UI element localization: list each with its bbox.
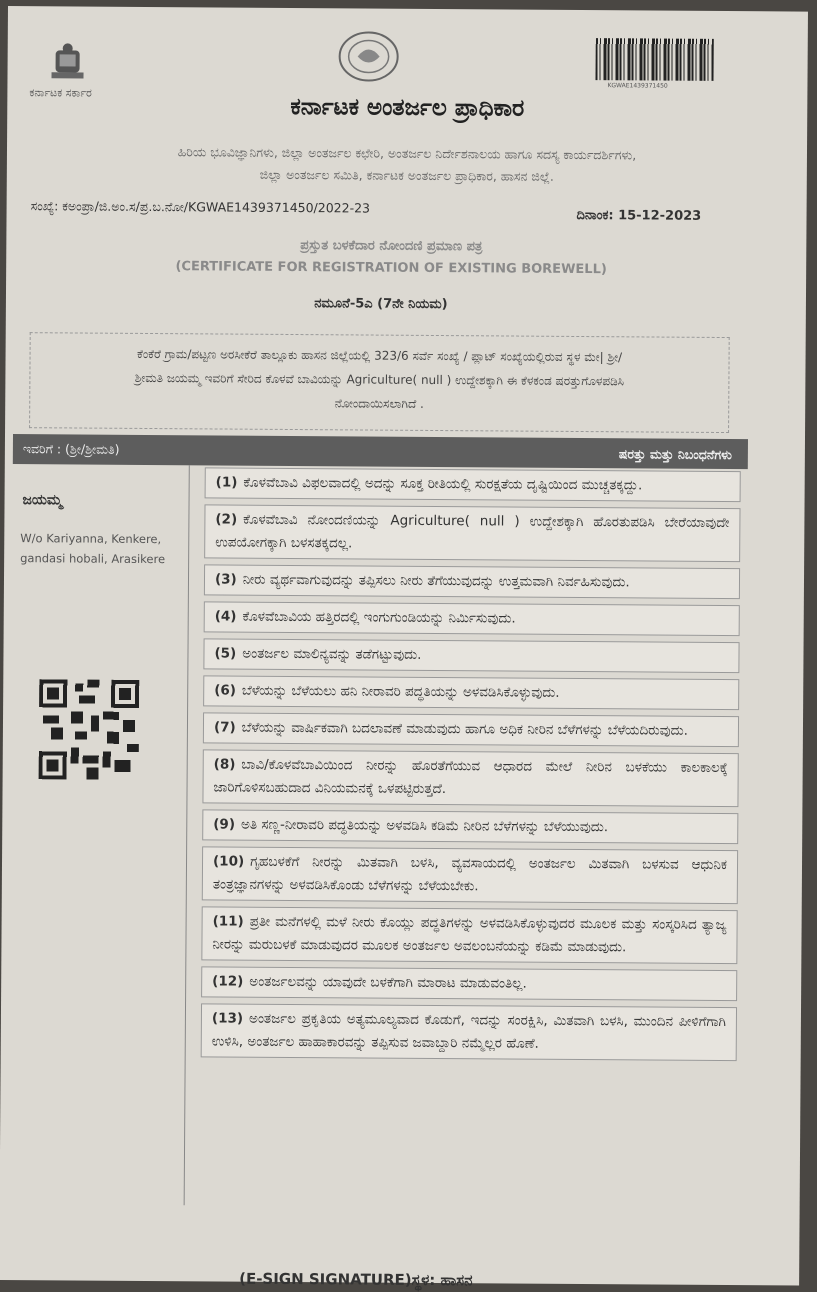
reference-number: ಸಂಖ್ಯೆ: ಕಅಂಪ್ರಾ/ಜಿ.ಅಂ.ಸ/ಪ್ರ.ಬ.ನೋ/KGWAE1439371450/2022-23 <box>30 198 371 216</box>
condition-text: ಪ್ರತೀ ಮನೆಗಳಲ್ಲಿ ಮಳೆ ನೀರು ಕೊಯ್ಲು ಪದ್ಧತಿಗಳನ್ನು ಅಳವಡಿಸಿಕೊಳ್ಳುವುದರ ಮೂಲಕ ಮತ್ತು ಸಂಸ್ಕರಿಸಿದ ತ್ಯಾಜ್ಯ ನೀರನ್ನು ಮರುಬಳಕೆ ಮಾಡುವುದರ ಮೂಲಕ ಅಂತರ್ಜಲ ಅವಲಂಬನೆಯನ್ನು ಕಡಿಮೆ ಮಾಡುವುದು. <box>212 913 727 956</box>
condition-item <box>201 966 737 1001</box>
condition-number: (11) <box>212 913 244 930</box>
barcode-number: KGWAE1439371450 <box>607 82 668 90</box>
condition-item <box>204 601 740 636</box>
intro-line-3: ನೋಂದಾಯಿಸಲಾಗಿದೆ . <box>334 396 424 411</box>
holder-label: ಇವರಿಗೆ : (ಶ್ರೀ/ಶ್ರೀಮತಿ) <box>22 441 120 457</box>
condition-number: (3) <box>214 571 237 588</box>
signature-place: (E-SIGN SIGNATURE)ಸ್ಥಳ: ಹಾಸನ <box>239 1269 473 1290</box>
condition-text: ಕೊಳವೆಬಾವಿ ವಿಫಲವಾದಲ್ಲಿ ಅದನ್ನು ಸೂಕ್ತ ರೀತಿಯಲ್ಲಿ ಸುರಕ್ಷತೆಯ ದೃಷ್ಟಿಯಿಂದ ಮುಚ್ಚತಕ್ಕದ್ದು. <box>243 474 643 494</box>
state-emblem-icon <box>47 40 87 86</box>
subtitle-line-2: ಜಿಲ್ಲಾ ಅಂತರ್ಜಲ ಸಮಿತಿ, ಕರ್ನಾಟಕ ಅಂತರ್ಜಲ ಪ್ರಾಧಿಕಾರ, ಹಾಸನ ಜಿಲ್ಲೆ. <box>259 166 554 184</box>
condition-number: (2) <box>215 511 238 528</box>
condition-item <box>201 906 737 964</box>
condition-number: (8) <box>213 756 236 773</box>
holder-address: W/o Kariyanna, Kenkere, gandasi hobali, Arasikere <box>20 531 166 567</box>
condition-number: (13) <box>211 1010 244 1027</box>
condition-number: (12) <box>212 973 244 990</box>
authority-seal-icon <box>337 30 399 82</box>
form-number: ನಮೂನೆ-5ಎ (7ನೇ ನಿಯಮ) <box>314 296 448 313</box>
subtitle-line-1: ಹಿರಿಯ ಭೂವಿಜ್ಞಾನಿಗಳು, ಜಿಲ್ಲಾ ಅಂತರ್ಜಲ ಕಛೇರಿ, ಅಂತರ್ಜಲ ನಿರ್ದೇಶನಾಲಯ ಹಾಗೂ ಸದಸ್ಯ ಕಾರ್ಯದರ್ಶಿಗಳು, <box>177 144 637 163</box>
condition-item <box>201 1003 737 1061</box>
condition-item <box>203 638 739 673</box>
holder-name: ಜಯಮ್ಮ <box>22 492 63 509</box>
condition-number: (6) <box>214 682 237 699</box>
condition-item <box>202 809 738 844</box>
condition-number: (7) <box>213 719 236 736</box>
condition-number: (10) <box>212 853 245 870</box>
condition-item <box>203 675 739 710</box>
condition-text: ಬೆಳೆಯನ್ನು ಬೆಳೆಯಲು ಹನಿ ನೀರಾವರಿ ಪದ್ಧತಿಯನ್ನು ಅಳವಡಿಸಿಕೊಳ್ಳುವುದು. <box>241 682 560 701</box>
condition-text: ಅತಿ ಸಣ್ಣ-ನೀರಾವರಿ ಪದ್ಧತಿಯನ್ನು ಅಳವಡಿಸಿ ಕಡಿಮೆ ನೀರಿನ ಬೆಳೆಗಳನ್ನು ಬೆಳೆಯುವುದು. <box>240 816 609 836</box>
holder-column <box>8 464 190 1205</box>
condition-text: ನೀರು ವ್ಯರ್ಥವಾಗುವುದನ್ನು ತಪ್ಪಿಸಲು ನೀರು ತೆಗೆಯುವುದನ್ನು ಉತ್ತಮವಾಗಿ ನಿರ್ವಹಿಸುವುದು. <box>242 571 630 591</box>
qr-code-icon <box>39 679 140 780</box>
condition-text: ಅಂತರ್ಜಲವನ್ನು ಯಾವುದೇ ಬಳಕೆಗಾಗಿ ಮಾರಾಟ ಮಾಡುವಂತಿಲ್ಲ. <box>249 973 527 992</box>
condition-item <box>205 467 741 502</box>
emblem-caption: ಕರ್ನಾಟಕ ಸರ್ಕಾರ <box>29 86 92 100</box>
condition-number: (9) <box>213 816 236 833</box>
condition-item <box>204 564 740 599</box>
intro-line-2: ಶ್ರೀಮತಿ ಜಯಮ್ಮ ಇವರಿಗೆ ಸೇರಿದ ಕೊಳವೆ ಬಾವಿಯನ್ನು Agriculture( null ) ಉದ್ದೇಶಕ್ಕಾಗಿ ಈ ಕೆಳಕಂಡ ಷರತ್ತುಗೊಳಪಡಿಸಿ <box>134 370 625 389</box>
authority-title: ಕರ್ನಾಟಕ ಅಂತರ್ಜಲ ಪ್ರಾಧಿಕಾರ <box>290 93 525 122</box>
condition-text: ಕೊಳವೆಬಾವಿಯ ಹತ್ತಿರದಲ್ಲಿ ಇಂಗುಗುಂಡಿಯನ್ನು ನಿರ್ಮಿಸುವುದು. <box>242 608 516 627</box>
condition-text: ಅಂತರ್ಜಲ ಮಾಲಿನ್ಯವನ್ನು ತಡೆಗಟ್ಟುವುದು. <box>242 645 422 663</box>
certificate-title-english: (CERTIFICATE FOR REGISTRATION OF EXISTING BOREWELL) <box>175 259 607 278</box>
condition-text: ಕೊಳವೆಬಾವಿ ನೋಂದಣಿಯನ್ನು Agriculture( null ) ಉದ್ದೇಶಕ್ಕಾಗಿ ಹೊರತುಪಡಿಸಿ ಬೇರೆಯಾವುದೇ ಉಪಯೋಗಕ್ಕಾಗಿ ಬಳಸತಕ್ಕದಲ್ಲ. <box>215 511 730 552</box>
condition-number: (1) <box>215 474 238 491</box>
condition-number: (5) <box>214 645 237 662</box>
condition-item <box>203 712 739 747</box>
condition-number: (4) <box>214 608 237 625</box>
condition-text: ಬಾವಿ/ಕೊಳವೆಬಾವಿಯಿಂದ ನೀರನ್ನು ಹೊರತೆಗೆಯುವ ಆಧಾರದ ಮೇಲೆ ನೀರಿನ ಬಳಕೆಯು ಕಾಲಕಾಲಕ್ಕೆ ಜಾರಿಗೊಳಿಸಬಹುದಾದ ವಿನಿಯಮನಕ್ಕೆ ಒಳಪಟ್ಟಿರುತ್ತದೆ. <box>213 756 728 798</box>
conditions-list <box>201 467 741 1067</box>
registration-statement <box>29 332 730 433</box>
certificate-page <box>0 6 808 1290</box>
condition-text: ಅಂತರ್ಜಲ ಪ್ರಕೃತಿಯ ಅತ್ಯಮೂಲ್ಯವಾದ ಕೊಡುಗೆ, ಇದನ್ನು ಸಂರಕ್ಷಿಸಿ, ಮಿತವಾಗಿ ಬಳಸಿ, ಮುಂದಿನ ಪೀಳಿಗೆಗಾಗಿ ಉಳಿಸಿ, ಅಂತರ್ಜಲ ಹಾಹಾಕಾರವನ್ನು ತಪ್ಪಿಸುವ ಜವಾಬ್ದಾರಿ ನಮ್ಮೆಲ್ಲರ ಹೊಣೆ. <box>211 1010 726 1052</box>
condition-item <box>202 846 738 904</box>
intro-line-1: ಕೆಂಕೆರೆ ಗ್ರಾಮ/ಪಟ್ಟಣ ಅರಸೀಕೆರೆ ತಾಲ್ಲೂಕು ಹಾಸನ ಜಿಲ್ಲೆಯಲ್ಲಿ 323/6 ಸರ್ವೆ ಸಂಖ್ಯೆ / ಪ್ಲಾಟ್ ಸಂಖ್ಯೆಯಲ್ಲಿರುವ ಸ್ಥಳ ಮೇ| ಶ್ರೀ/ <box>136 346 623 365</box>
condition-item <box>202 749 738 807</box>
conditions-header: ಷರತ್ತು ಮತ್ತು ನಿಬಂಧನೆಗಳು <box>618 446 732 463</box>
barcode <box>595 38 713 81</box>
condition-text: ಬೆಳೆಯನ್ನು ವಾರ್ಷಿಕವಾಗಿ ಬದಲಾವಣೆ ಮಾಡುವುದು ಹಾಗೂ ಅಧಿಕ ನೀರಿನ ಬೆಳೆಗಳನ್ನು ಬೆಳೆಯದಿರುವುದು. <box>241 719 689 739</box>
certificate-title-kannada: ಪ್ರಸ್ತುತ ಬಳಕೆದಾರ ನೋಂದಣಿ ಪ್ರಮಾಣ ಪತ್ರ <box>300 238 483 255</box>
condition-item <box>204 504 740 562</box>
issue-date: ದಿನಾಂಕ: 15-12-2023 <box>576 207 702 224</box>
condition-text: ಗೃಹಬಳಕೆಗೆ ನೀರನ್ನು ಮಿತವಾಗಿ ಬಳಸಿ, ವ್ಯವಸಾಯದಲ್ಲಿ ಅಂತರ್ಜಲ ಮಿತವಾಗಿ ಬಳಸುವ ಆಧುನಿಕ ತಂತ್ರಜ್ಞಾನಗಳನ್ನು ಅಳವಡಿಸಿಕೊಂಡು ಬೆಳೆಗಳನ್ನು ಬೆಳೆಯಬೇಕು. <box>212 853 728 895</box>
